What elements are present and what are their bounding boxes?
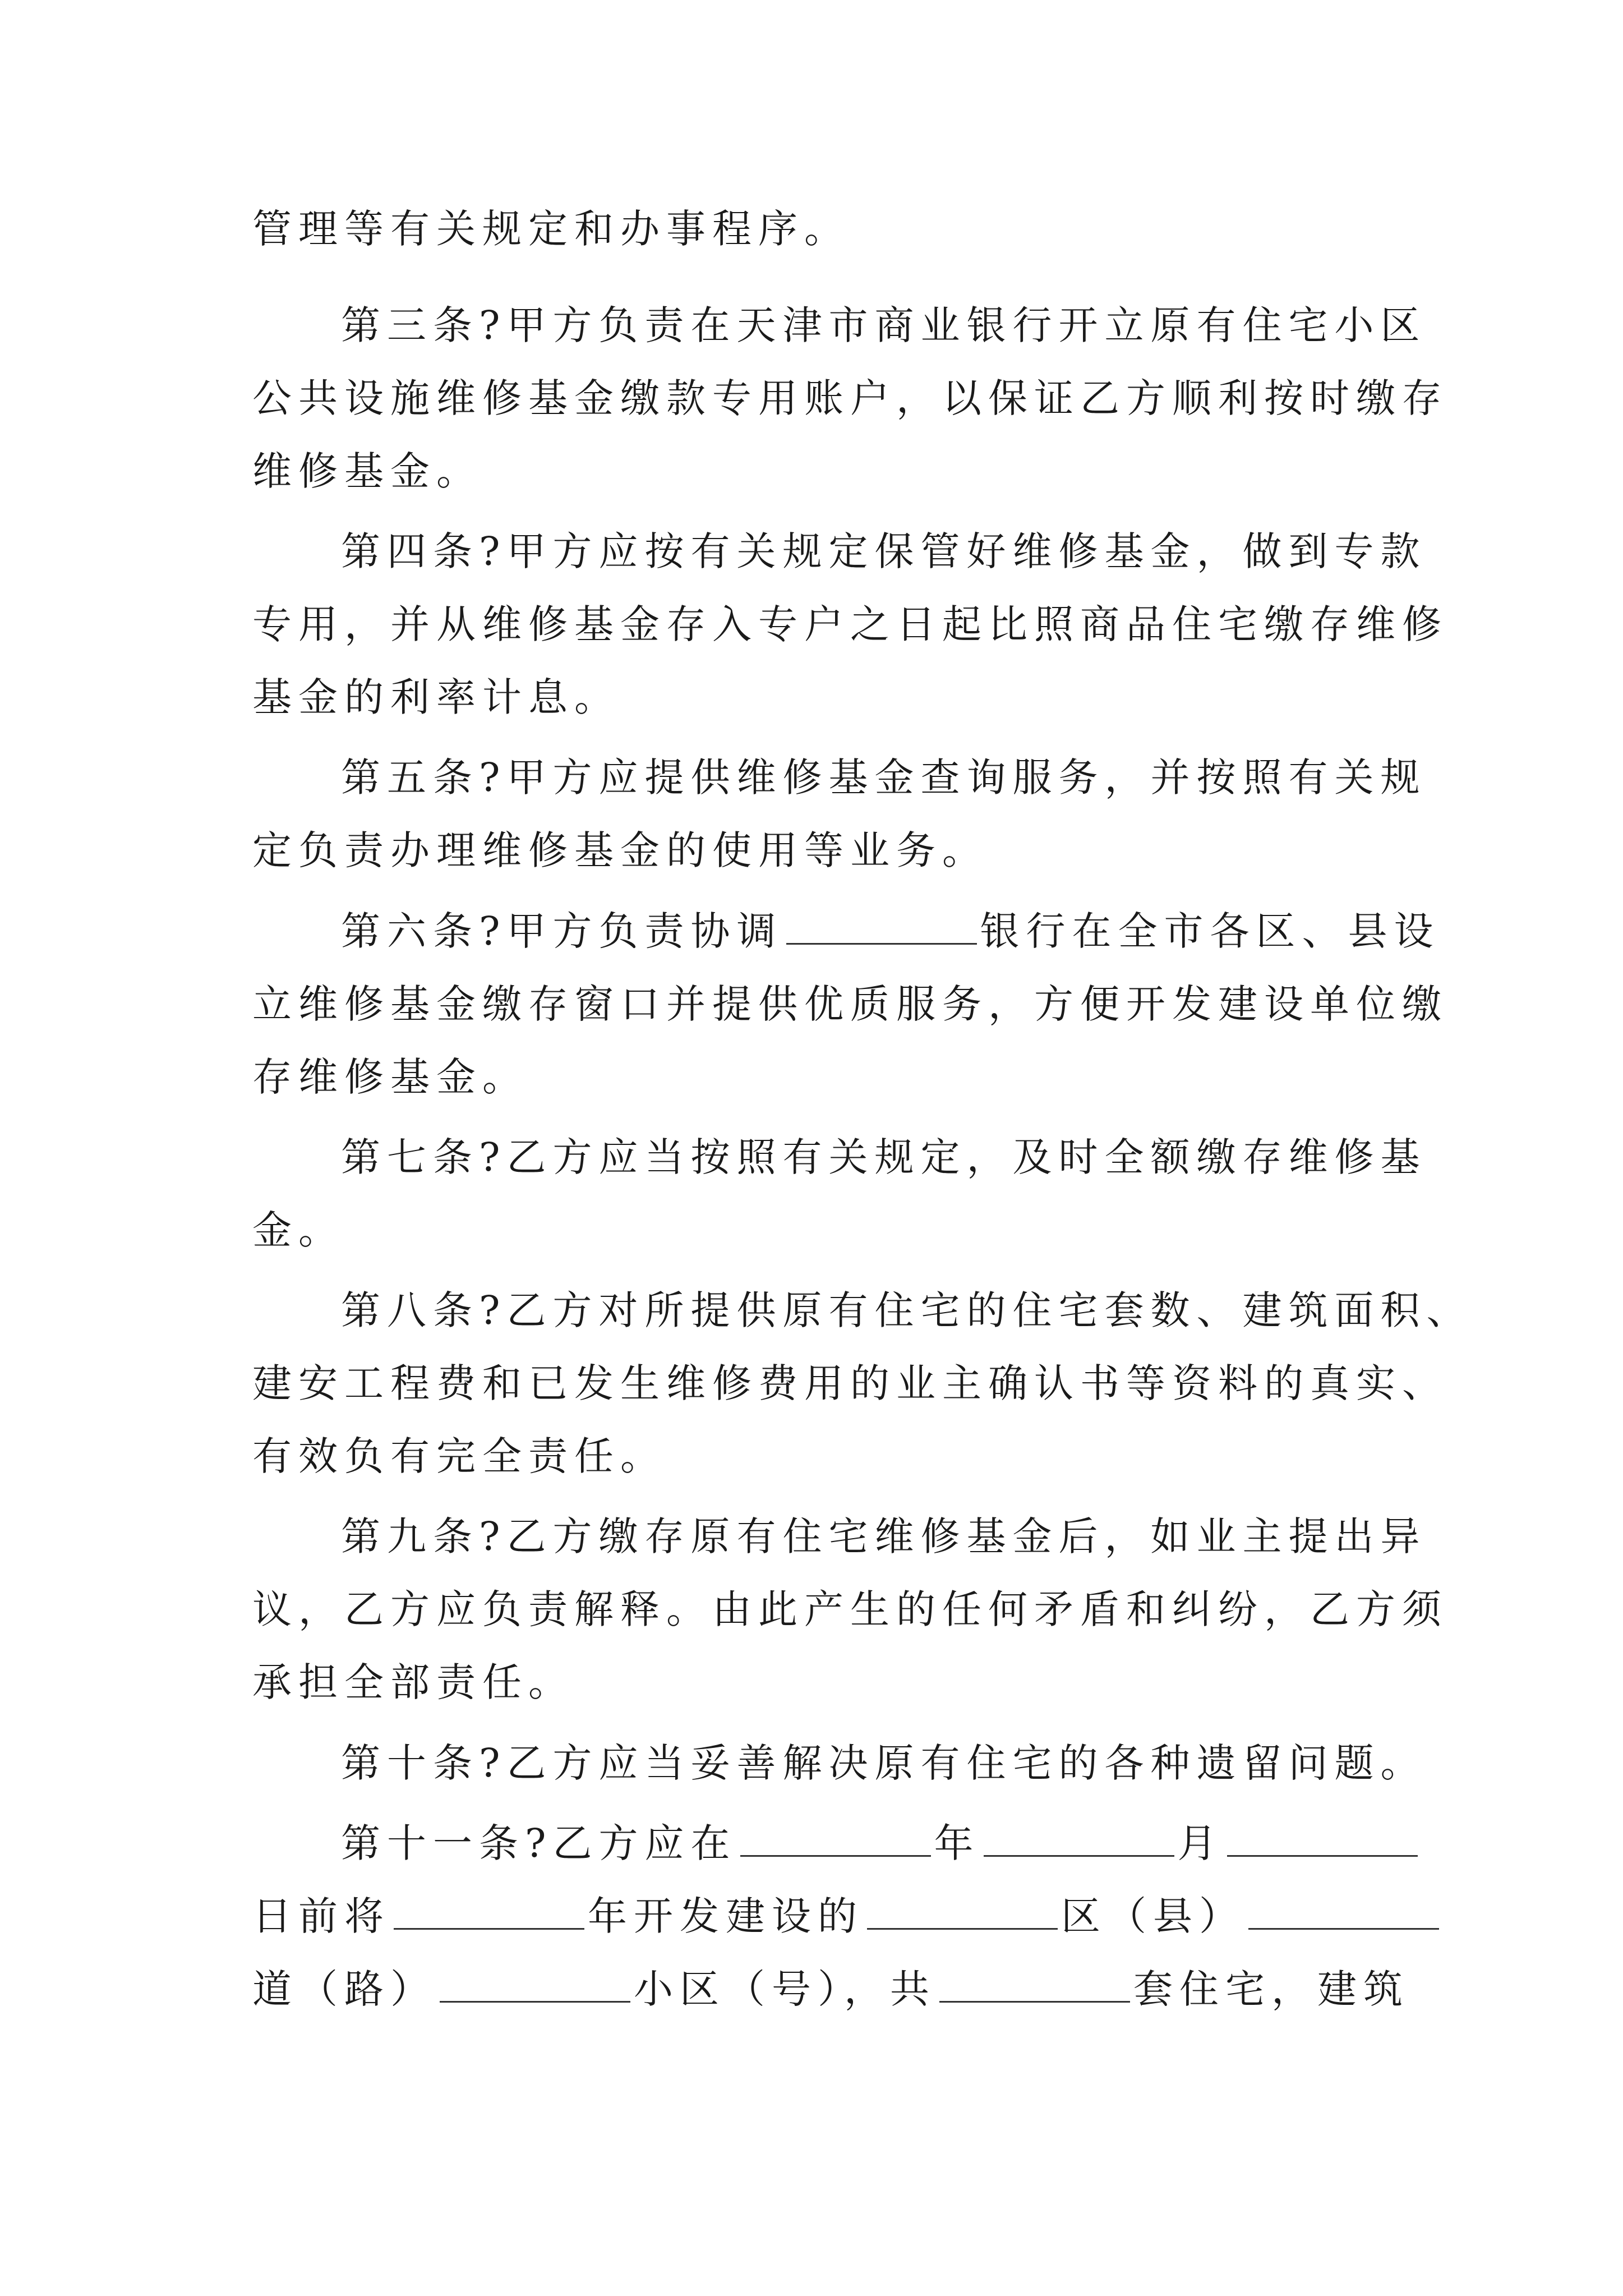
article-3-line-2: 公共设施维修基金缴款专用账户，以保证乙方顺利按时缴存 [252,375,1448,421]
article-7-line-1: 第七条?乙方应当按照有关规定，及时全额缴存维修基 [341,1134,1427,1180]
article-6-text-a: 第六条?甲方负责协调 [341,908,783,954]
fill-blank[interactable] [939,1968,1130,2003]
article-6-line-3: 存维修基金。 [252,1054,528,1100]
article-3-line-3: 维修基金。 [252,448,482,494]
article-11-text-b: 日前将 [252,1893,390,1939]
article-11-text-f: 小区（号），共 [634,1966,936,2012]
article-8-line-1: 第八条?乙方对所提供原有住宅的住宅套数、建筑面积、 [341,1287,1473,1333]
article-9-line-1: 第九条?乙方缴存原有住宅维修基金后，如业主提出异 [341,1513,1427,1559]
article-11-text-month: 月 [1177,1820,1224,1866]
paragraph-line: 管理等有关规定和办事程序。 [252,206,850,252]
article-11-text-c: 年开发建设的 [588,1893,864,1939]
article-11-line-2 [252,1888,1430,1944]
fill-blank[interactable] [1227,1823,1418,1857]
article-5-line-1: 第五条?甲方应提供维修基金查询服务，并按照有关规 [341,754,1427,800]
fill-blank[interactable] [867,1895,1058,1930]
article-8-line-3: 有效负有完全责任。 [252,1433,666,1479]
article-11-line-1 [341,1815,1519,1871]
article-9-line-3: 承担全部责任。 [252,1659,574,1705]
article-11-text-e: 道（路） [252,1966,436,2012]
article-11-text-year: 年 [934,1820,980,1866]
fill-blank[interactable] [1248,1895,1439,1930]
article-9-line-2: 议，乙方应负责解释。由此产生的任何矛盾和纠纷，乙方须 [252,1586,1448,1632]
article-5-line-2: 定负责办理维修基金的使用等业务。 [252,827,988,873]
fill-blank[interactable] [440,1968,630,2003]
article-3-line-1: 第三条?甲方负责在天津市商业银行开立原有住宅小区 [341,302,1427,348]
article-4-line-3: 基金的利率计息。 [252,674,620,720]
article-7-line-2: 金。 [252,1207,344,1253]
fill-blank[interactable] [394,1895,584,1930]
article-6-line-2: 立维修基金缴存窗口并提供优质服务，方便开发建设单位缴 [252,981,1448,1027]
article-11-text-d: 区（县） [1061,1893,1245,1939]
article-11-text-a: 第十一条?乙方应在 [341,1820,737,1866]
article-11-line-3 [252,1961,1430,2017]
fill-blank[interactable] [984,1823,1174,1857]
article-6-text-b: 银行在全市各区、县设 [980,908,1440,954]
article-10-line-1: 第十条?乙方应当妥善解决原有住宅的各种遗留问题。 [341,1740,1427,1786]
fill-blank[interactable] [740,1823,931,1857]
article-4-line-1: 第四条?甲方应按有关规定保管好维修基金，做到专款 [341,528,1427,574]
article-8-line-2: 建安工程费和已发生维修费用的业主确认书等资料的真实、 [252,1360,1448,1406]
fill-blank[interactable] [786,910,977,945]
article-6-line-1 [341,903,1519,959]
article-4-line-2: 专用，并从维修基金存入专户之日起比照商品住宅缴存维修 [252,601,1448,647]
article-11-text-g: 套住宅，建筑 [1133,1966,1409,2012]
